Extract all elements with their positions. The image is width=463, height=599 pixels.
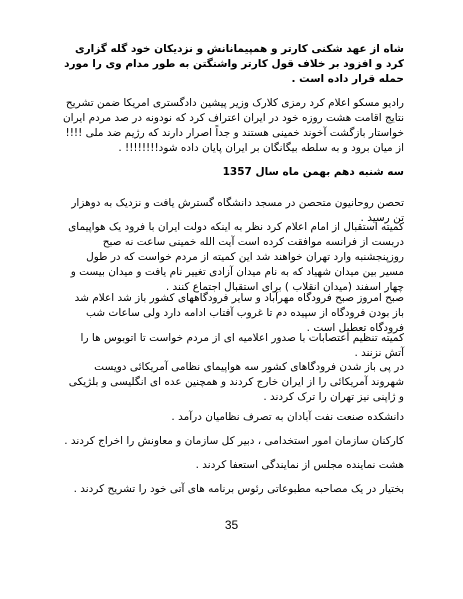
paragraph-foreigners-leave: در پی باز شدن فرودگاهای کشور سه هواپیمای نظامی آمریکائی دویست شهروند آمریکائی را از ایران خارج کردند و همچنین عده ای انگلیسی و بلژیکی و ژاپنی نیز تهران را ترک کردند . bbox=[68, 361, 404, 403]
date-heading: سه شنبه دهم بهمن ماه سال 1357 bbox=[222, 166, 404, 178]
paragraph-abadan-faculty: دانشکده صنعت نفت آبادان به تصرف نظامیان درآمد . bbox=[171, 411, 404, 423]
paragraph-bakhtiar-press: بختیار در یک مصاحبه مطبوعاتی رئوس برنامه های آتی خود را تشریح کردند . bbox=[73, 483, 404, 495]
paragraph-employment-org: کارکنان سازمان امور استخدامی ، دبیر کل سازمان و معاونش را اخراج کردند . bbox=[64, 435, 404, 447]
paragraph-strike-committee: کمیته تنظیم اعتصابات با صدور اعلامیه ای از مردم خواست تا اتوبوس ها را آتش نزنند . bbox=[80, 332, 404, 359]
page-number: 35 bbox=[224, 518, 239, 532]
paragraph-shah-complaint: شاه از عهد شکنی کارتر و همپیمانانش و نزدیکان خود گله گزاری کرد و افزود بر خلاف قول کارتر واشنگتن به طور مدام وی را مورد حمله قرار داده است . bbox=[64, 43, 404, 85]
paragraph-mps-resign: هشت نماینده مجلس از نمایندگی استعفا کردند . bbox=[195, 459, 404, 471]
paragraph-clerics-sit-in: تحصن روحانیون متحصن در مسجد دانشگاه گسترش یافت و نزدیک به دوهزار تن رسید . bbox=[71, 197, 404, 224]
paragraph-welcome-committee: کمیته استقبال از امام اعلام کرد نظر به اینکه دولت ایران با فرود یک هواپیمای دربست از فرانسه موافقت کرده است آیت الله خمینی ساعت نه صبح روزپنجشنبه وارد تهران خواهند شد این کمیته از مردم خواست که در طول مسیر بین میدان شهیاد که به نام میدان آزادی تغییر نام یافت و میدان بیست و چهار اسفند (میدان انقلاب ) برای استقبال اجتماع کنند . bbox=[68, 221, 404, 293]
paragraph-radio-moscow: رادیو مسکو اعلام کرد رمزی کلارک وزیر پیشین دادگستری امریکا ضمن تشریح نتایج اقامت هشت روزه خود در ایران اعتراف کرد که نودونه در صد مردم ایران خواستار بازگشت آخوند خمینی هستند و جداً اصرار دارند که رژیم ضد ملی !!!! از میان برود و به سلطه بیگانگان بر ایران پایان داده شود!!!!!!!! . bbox=[62, 97, 404, 154]
paragraph-airports-open: صبح امروز صبح فرودگاه مهرآباد و سایر فرودگاههای کشور باز شد اعلام شد باز بودن فرودگاه از سپیده دم تا غروب آفتاب ادامه دارد ولی ساعات شب فرودگاه تعطیل است . bbox=[74, 292, 404, 334]
